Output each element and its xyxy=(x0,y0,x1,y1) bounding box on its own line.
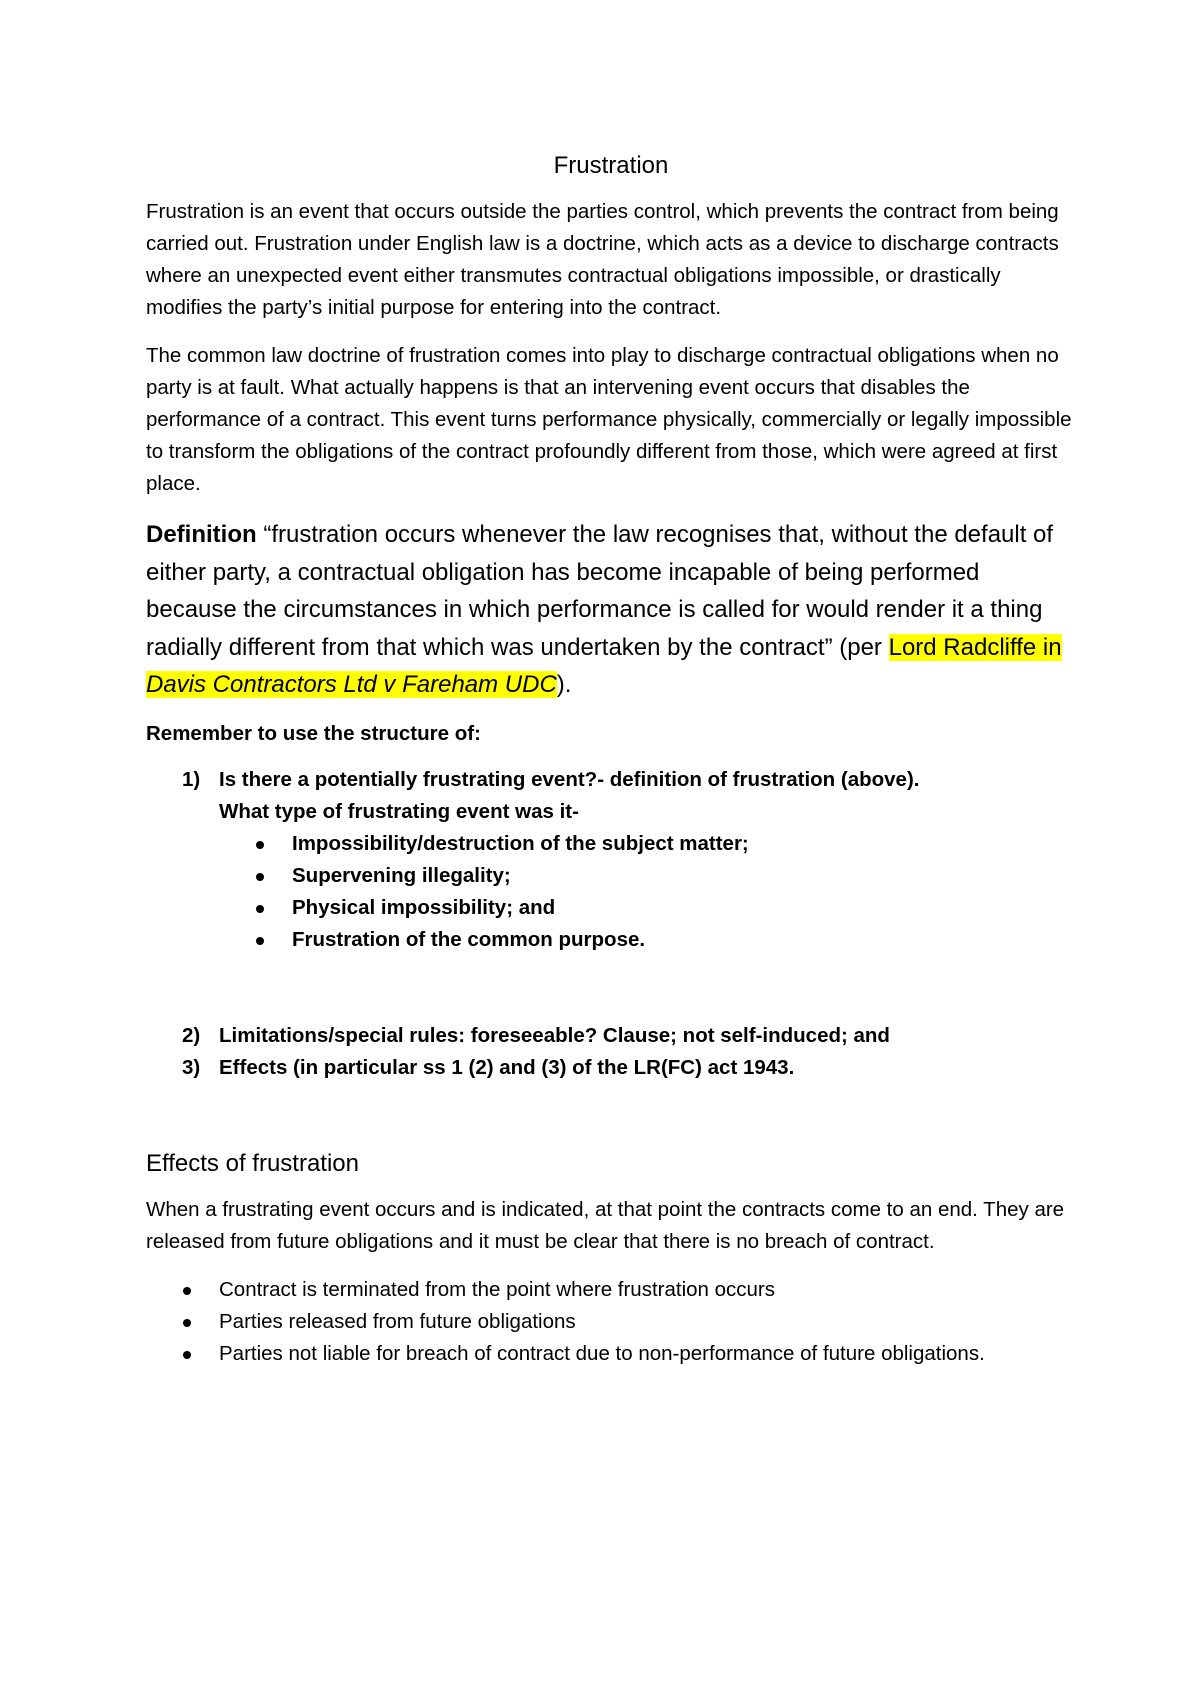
bullet-icon xyxy=(183,1351,191,1359)
structure-item-text: Limitations/special rules: foreseeable? Clause; not self-induced; and xyxy=(219,1023,890,1047)
event-types-list xyxy=(219,828,1076,956)
bullet-icon xyxy=(256,841,264,849)
item-number: 3) xyxy=(182,1055,201,1079)
item-number: 1) xyxy=(182,767,201,791)
citation-case-name: Davis Contractors Ltd v Fareham UDC xyxy=(146,671,557,698)
structure-item-text: Is there a potentially frustrating event?- definition of frustration (above). xyxy=(219,767,920,791)
doctrine-paragraph: The common law doctrine of frustration comes into play to discharge contractual obligations when no party is at fault. What actually happens is that an intervening event occurs that disables the performance of a contract. This event turns performance physically, commercially or legally impossible to transform the obligations of the contract profoundly different from those, which were agreed at first place. xyxy=(146,344,1072,495)
bullet-icon xyxy=(183,1287,191,1295)
structure-heading: Remember to use the structure of: xyxy=(146,721,481,745)
list-item xyxy=(219,860,1076,892)
list-spacer xyxy=(146,956,1076,1020)
list-item xyxy=(146,1306,1076,1338)
structure-item-2 xyxy=(146,1020,1076,1052)
list-item xyxy=(219,892,1076,924)
structure-item-3 xyxy=(146,1052,1076,1084)
structure-list xyxy=(146,764,1076,1084)
list-item-text: Supervening illegality; xyxy=(292,863,511,887)
bullet-icon xyxy=(256,937,264,945)
section-spacer xyxy=(146,1084,1076,1148)
list-item-text: Contract is terminated from the point where frustration occurs xyxy=(219,1277,776,1301)
list-item-text: Frustration of the common purpose. xyxy=(292,927,646,951)
structure-item-text: Effects (in particular ss 1 (2) and (3) of the LR(FC) act 1943. xyxy=(219,1055,795,1079)
definition-text: “frustration occurs whenever the law recognises that, without the default of either party, a contractual obligation has become incapable of being performed because the circumstances in which performance is called for would render it a thing radially different from that which was undertaken by the contract” (per xyxy=(146,521,1054,661)
list-item xyxy=(146,1338,1076,1370)
document-page xyxy=(146,138,1076,1370)
list-item-text: Impossibility/destruction of the subject matter; xyxy=(292,831,749,855)
definition-term: Definition xyxy=(146,521,257,548)
list-item xyxy=(219,924,1076,956)
list-item xyxy=(146,1274,1076,1306)
effects-paragraph: When a frustrating event occurs and is indicated, at that point the contracts come to an end. They are released from future obligations and it must be clear that there is no breach of contract. xyxy=(146,1197,1065,1253)
definition-paragraph xyxy=(146,516,1076,704)
item-number: 2) xyxy=(182,1023,201,1047)
list-item-text: Parties not liable for breach of contract due to non-performance of future obligations. xyxy=(219,1341,985,1365)
list-item-text: Parties released from future obligations xyxy=(219,1309,576,1333)
document-title: Frustration xyxy=(553,152,669,179)
list-item-text: Physical impossibility; and xyxy=(292,895,556,919)
definition-suffix: ). xyxy=(556,671,572,698)
effects-heading: Effects of frustration xyxy=(146,1149,359,1177)
citation-judge: Lord Radcliffe in xyxy=(888,633,1062,661)
intro-paragraph: Frustration is an event that occurs outside the parties control, which prevents the contract from being carried out. Frustration under English law is a doctrine, which acts as a device to discharge contracts where an unexpected event either transmutes contractual obligations impossible, or drastically modifies the party’s initial purpose for entering into the contract. xyxy=(146,200,1059,319)
effects-list xyxy=(146,1274,1076,1370)
bullet-icon xyxy=(256,873,264,881)
bullet-icon xyxy=(256,905,264,913)
structure-item-subtext: What type of frustrating event was it- xyxy=(219,799,579,823)
structure-item-1 xyxy=(146,764,1076,956)
list-item xyxy=(219,828,1076,860)
bullet-icon xyxy=(183,1319,191,1327)
